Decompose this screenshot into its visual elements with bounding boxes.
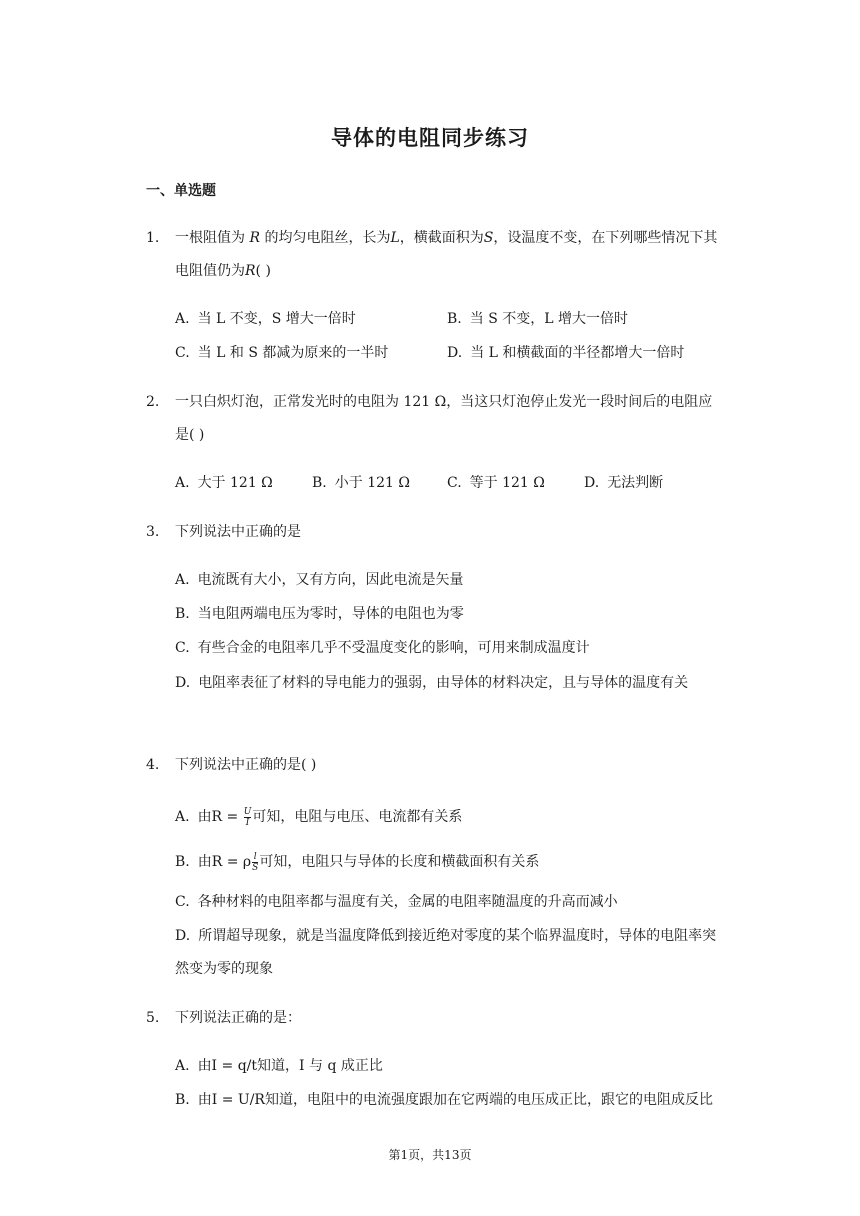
option-b: B. 由R = ρ $\frac{l}{S}$ 可知，电阻只与导体的长度和横截面积有关系 [175,851,540,873]
question-number: 1. [146,230,160,246]
question-3 [146,516,726,549]
option-b: B. 当电阻两端电压为零时，导体的电阻也为零 [175,606,464,622]
question-5 [146,1002,726,1035]
question-2 [146,386,726,452]
option-d: D. 电阻率表征了材料的导电能力的强弱，由导体的材料决定，且与导体的温度有关 [175,675,689,691]
question-number: 2. [146,394,160,410]
question-number: 3. [146,524,160,540]
option-b: B. 由I = U/R知道，电阻中的电流强度跟加在它两端的电压成正比，跟它的电阻成反比 [175,1092,713,1108]
option-c: C. 各种材料的电阻率都与温度有关，金属的电阻率随温度的升高而减小 [175,894,618,910]
option-b: B. 小于 121 Ω [312,475,410,491]
question-stem: 一只白炽灯泡，正常发光时的电阻为 121 Ω，当这只灯泡停止发光一段时间后的电阻应是( ) [175,394,713,443]
question-stem: 下列说法中正确的是( ) [175,757,317,773]
question-number: 4. [146,757,160,773]
option-c: C. 当 L 和 S 都减为原来的一半时 [175,345,389,361]
option-a: A. 大于 121 Ω [175,475,273,491]
option-a: A. 由R = $\frac{U}{I}$ 可知，电阻与电压、电流都有关系 [175,806,463,828]
page-footer: 第1页，共13页 [388,1148,472,1162]
question-stem: 一根阻值为 R 的均匀电阻丝，长为L，横截面积为S，设温度不变，在下列哪些情况下其电阻值仍为R( ) [175,230,718,279]
fraction: $\frac{U}{I}$ [243,806,252,828]
question-4 [146,749,726,782]
question-stem: 下列说法中正确的是 [175,524,301,540]
option-d: D. 当 L 和横截面的半径都增大一倍时 [447,345,685,361]
option-a: A. 当 L 不变，S 增大一倍时 [175,311,356,327]
section-heading: 一、单选题 [146,183,216,199]
option-d: D. 所谓超导现象，就是当温度降低到接近绝对零度的某个临界温度时，导体的电阻率突然变为零的现象 [175,928,717,977]
option-b: B. 当 S 不变，L 增大一倍时 [447,311,628,327]
question-number: 5. [146,1010,160,1026]
option-d: D. 无法判断 [584,475,664,491]
fraction: $\frac{l}{S}$ [252,851,259,873]
option-a: A. 由I = q/t知道，I 与 q 成正比 [175,1058,383,1074]
option-a: A. 电流既有大小，又有方向，因此电流是矢量 [175,572,464,588]
option-c: C. 等于 121 Ω [447,475,545,491]
option-c: C. 有些合金的电阻率几乎不受温度变化的影响，可用来制成温度计 [175,640,590,656]
page-title: 导体的电阻同步练习 [331,126,529,150]
question-1 [146,222,726,288]
question-stem: 下列说法正确的是： [175,1010,301,1026]
